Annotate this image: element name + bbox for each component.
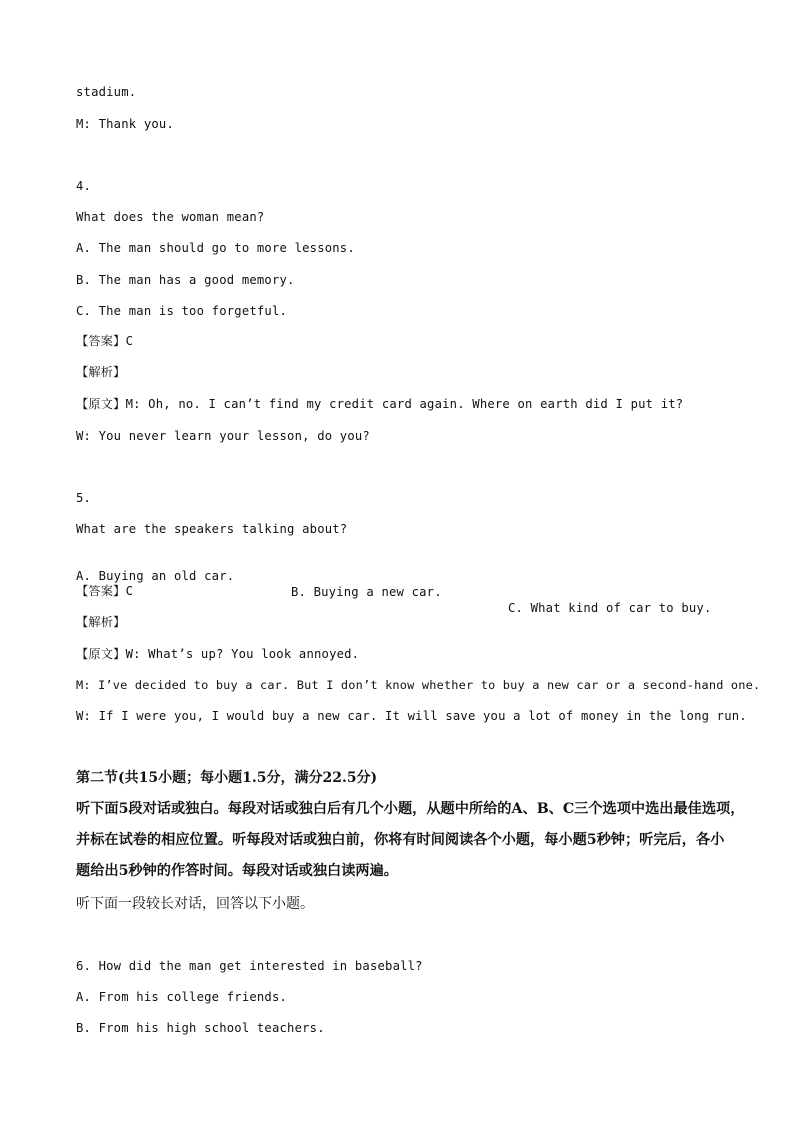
q5-number: 5. [76,491,92,505]
q4-number: 4. [76,179,92,193]
section2-title: 第二节(共15小题；每小题1.5分，满分22.5分) [76,770,378,786]
section2-instruction-line2: 并标在试卷的相应位置。听每段对话或独白前，你将有时间阅读各个小题，每小题5秒钟；听完后，各小 [76,832,725,848]
answer-label: 【答案】 [76,584,126,598]
q5-option-a: A. Buying an old car. [76,569,235,583]
q4-answer [76,333,133,349]
q5-option-b: B. Buying a new car. [291,585,442,599]
q5-source-line1 [76,646,359,662]
source-label: 【原文】 [76,647,126,661]
answer-label: 【答案】 [76,334,126,348]
q5-option-c: C. What kind of car to buy. [508,601,712,615]
q5-answer [76,583,133,599]
q6-option-b: B. From his high school teachers. [76,1021,325,1035]
source-text: M: Oh, no. I can’t find my credit card again. Where on earth did I put it? [125,397,684,411]
q6-question: 6. How did the man get interested in baseball? [76,959,423,973]
answer-value: C [125,334,134,348]
q3-tail-dialogue: M: Thank you. [76,117,174,131]
q4-source-line1 [76,396,683,412]
section2-instruction-line1: 听下面5段对话或独白。每段对话或独白后有几个小题，从题中所给的A、B、C三个选项中选出最佳选项， [76,801,745,817]
q5-question: What are the speakers talking about? [76,522,348,536]
source-text: W: What’s up? You look annoyed. [125,647,360,661]
q5-source-line3: W: If I were you, I would buy a new car. It will save you a lot of money in the long run. [76,709,747,723]
q5-analysis-label: 【解析】 [76,615,126,629]
q5-source-line2: M: I’ve decided to buy a car. But I don’t know whether to buy a new car or a second-hand one. [76,678,761,692]
q5-options-row [76,552,726,632]
answer-value: C [125,584,134,598]
q3-tail-line: stadium. [76,85,137,99]
q6-option-a: A. From his college friends. [76,990,288,1004]
q4-source-line2: W: You never learn your lesson, do you? [76,429,370,443]
q4-question: What does the woman mean? [76,210,265,224]
section2-sub-instruction: 听下面一段较长对话，回答以下小题。 [76,896,314,912]
q4-option-b: B. The man has a good memory. [76,273,295,287]
q4-option-c: C. The man is too forgetful. [76,304,288,318]
q4-option-a: A. The man should go to more lessons. [76,241,355,255]
source-label: 【原文】 [76,397,126,411]
section2-instruction-line3: 题给出5秒钟的作答时间。每段对话或独白读两遍。 [76,863,398,879]
q4-analysis-label: 【解析】 [76,365,126,379]
